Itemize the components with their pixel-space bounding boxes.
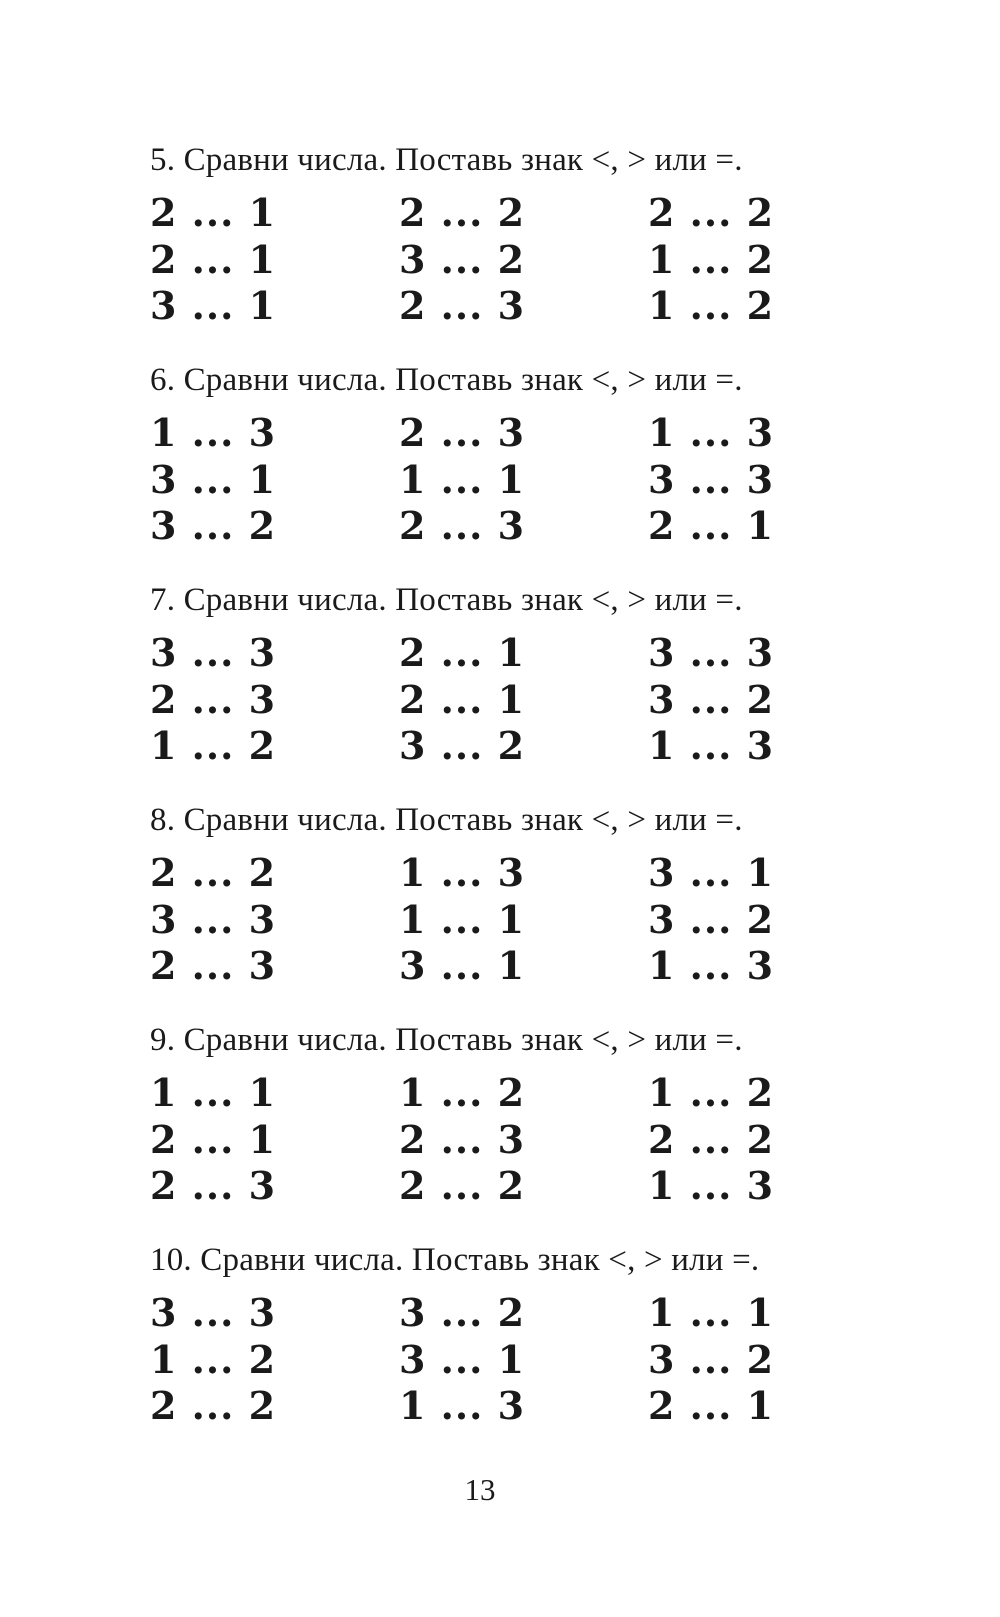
comparison-item: 2 ... 1: [150, 1116, 277, 1162]
comparison-item: 2 ... 3: [399, 410, 526, 455]
comparison-grid: [150, 850, 870, 990]
comparison-item: 2 ... 1: [150, 236, 277, 282]
comparison-item: 1 ... 3: [648, 410, 775, 455]
comparison-grid: [150, 410, 870, 550]
exercise-title: 7. Сравни числа. Поставь знак <, > или =.: [150, 582, 743, 618]
comparison-item: 1 ... 3: [150, 410, 277, 455]
comparison-item: 2 ... 2: [648, 1116, 775, 1162]
comparison-item: 3 ... 1: [150, 283, 277, 328]
comparison-item: 1 ... 2: [399, 1070, 526, 1115]
comparison-item: 1 ... 2: [648, 1070, 775, 1115]
comparison-item: 2 ... 1: [150, 190, 277, 235]
comparison-item: 3 ... 3: [150, 896, 277, 942]
comparison-item: 3 ... 3: [150, 1290, 277, 1335]
comparison-item: 1 ... 3: [648, 723, 775, 768]
exercise-10: [150, 1238, 870, 1458]
comparison-item: 1 ... 2: [150, 1336, 277, 1382]
worksheet-page: [150, 138, 870, 1458]
exercise-5: [150, 138, 870, 358]
comparison-item: 2 ... 2: [150, 1383, 277, 1428]
comparison-item: 1 ... 1: [648, 1290, 775, 1335]
comparison-item: 2 ... 3: [399, 1116, 526, 1162]
comparison-item: 3 ... 2: [648, 1336, 775, 1382]
comparison-item: 3 ... 2: [648, 676, 775, 722]
comparison-item: 1 ... 2: [648, 283, 775, 328]
page-number: 13: [464, 1472, 496, 1507]
comparison-item: 2 ... 1: [399, 676, 526, 722]
comparison-item: 3 ... 2: [648, 896, 775, 942]
exercise-9: [150, 1018, 870, 1238]
comparison-item: 3 ... 1: [648, 850, 775, 895]
comparison-item: 1 ... 1: [150, 1070, 277, 1115]
comparison-item: 3 ... 3: [648, 630, 775, 675]
exercise-title: 9. Сравни числа. Поставь знак <, > или =.: [150, 1022, 743, 1058]
comparison-item: 2 ... 1: [399, 630, 526, 675]
comparison-grid: [150, 190, 870, 330]
comparison-item: 3 ... 3: [648, 456, 775, 502]
comparison-grid: [150, 630, 870, 770]
comparison-item: 2 ... 1: [648, 503, 775, 548]
comparison-grid: [150, 1290, 870, 1430]
comparison-item: 1 ... 3: [648, 943, 775, 988]
comparison-item: 3 ... 1: [150, 456, 277, 502]
exercise-title: 5. Сравни числа. Поставь знак <, > или =.: [150, 142, 743, 178]
comparison-item: 1 ... 1: [399, 896, 526, 942]
exercise-6: [150, 358, 870, 578]
comparison-item: 3 ... 2: [399, 1290, 526, 1335]
exercise-7: [150, 578, 870, 798]
comparison-item: 2 ... 3: [150, 1163, 277, 1208]
comparison-item: 3 ... 2: [150, 503, 277, 548]
comparison-item: 2 ... 2: [399, 1163, 526, 1208]
exercise-title: 8. Сравни числа. Поставь знак <, > или =.: [150, 802, 743, 838]
comparison-item: 1 ... 2: [648, 236, 775, 282]
comparison-item: 3 ... 2: [399, 236, 526, 282]
comparison-item: 2 ... 3: [399, 503, 526, 548]
exercise-title: 10. Сравни числа. Поставь знак <, > или =.: [150, 1242, 760, 1278]
comparison-item: 2 ... 2: [150, 850, 277, 895]
comparison-item: 3 ... 2: [399, 723, 526, 768]
comparison-item: 1 ... 2: [150, 723, 277, 768]
exercise-8: [150, 798, 870, 1018]
comparison-item: 1 ... 3: [648, 1163, 775, 1208]
comparison-item: 2 ... 2: [399, 190, 526, 235]
comparison-item: 3 ... 1: [399, 943, 526, 988]
comparison-grid: [150, 1070, 870, 1210]
comparison-item: 3 ... 1: [399, 1336, 526, 1382]
comparison-item: 1 ... 3: [399, 1383, 526, 1428]
comparison-item: 2 ... 3: [150, 943, 277, 988]
comparison-item: 2 ... 1: [648, 1383, 775, 1428]
comparison-item: 1 ... 1: [399, 456, 526, 502]
comparison-item: 3 ... 3: [150, 630, 277, 675]
comparison-item: 2 ... 3: [399, 283, 526, 328]
comparison-item: 2 ... 2: [648, 190, 775, 235]
exercise-title: 6. Сравни числа. Поставь знак <, > или =.: [150, 362, 743, 398]
comparison-item: 1 ... 3: [399, 850, 526, 895]
comparison-item: 2 ... 3: [150, 676, 277, 722]
